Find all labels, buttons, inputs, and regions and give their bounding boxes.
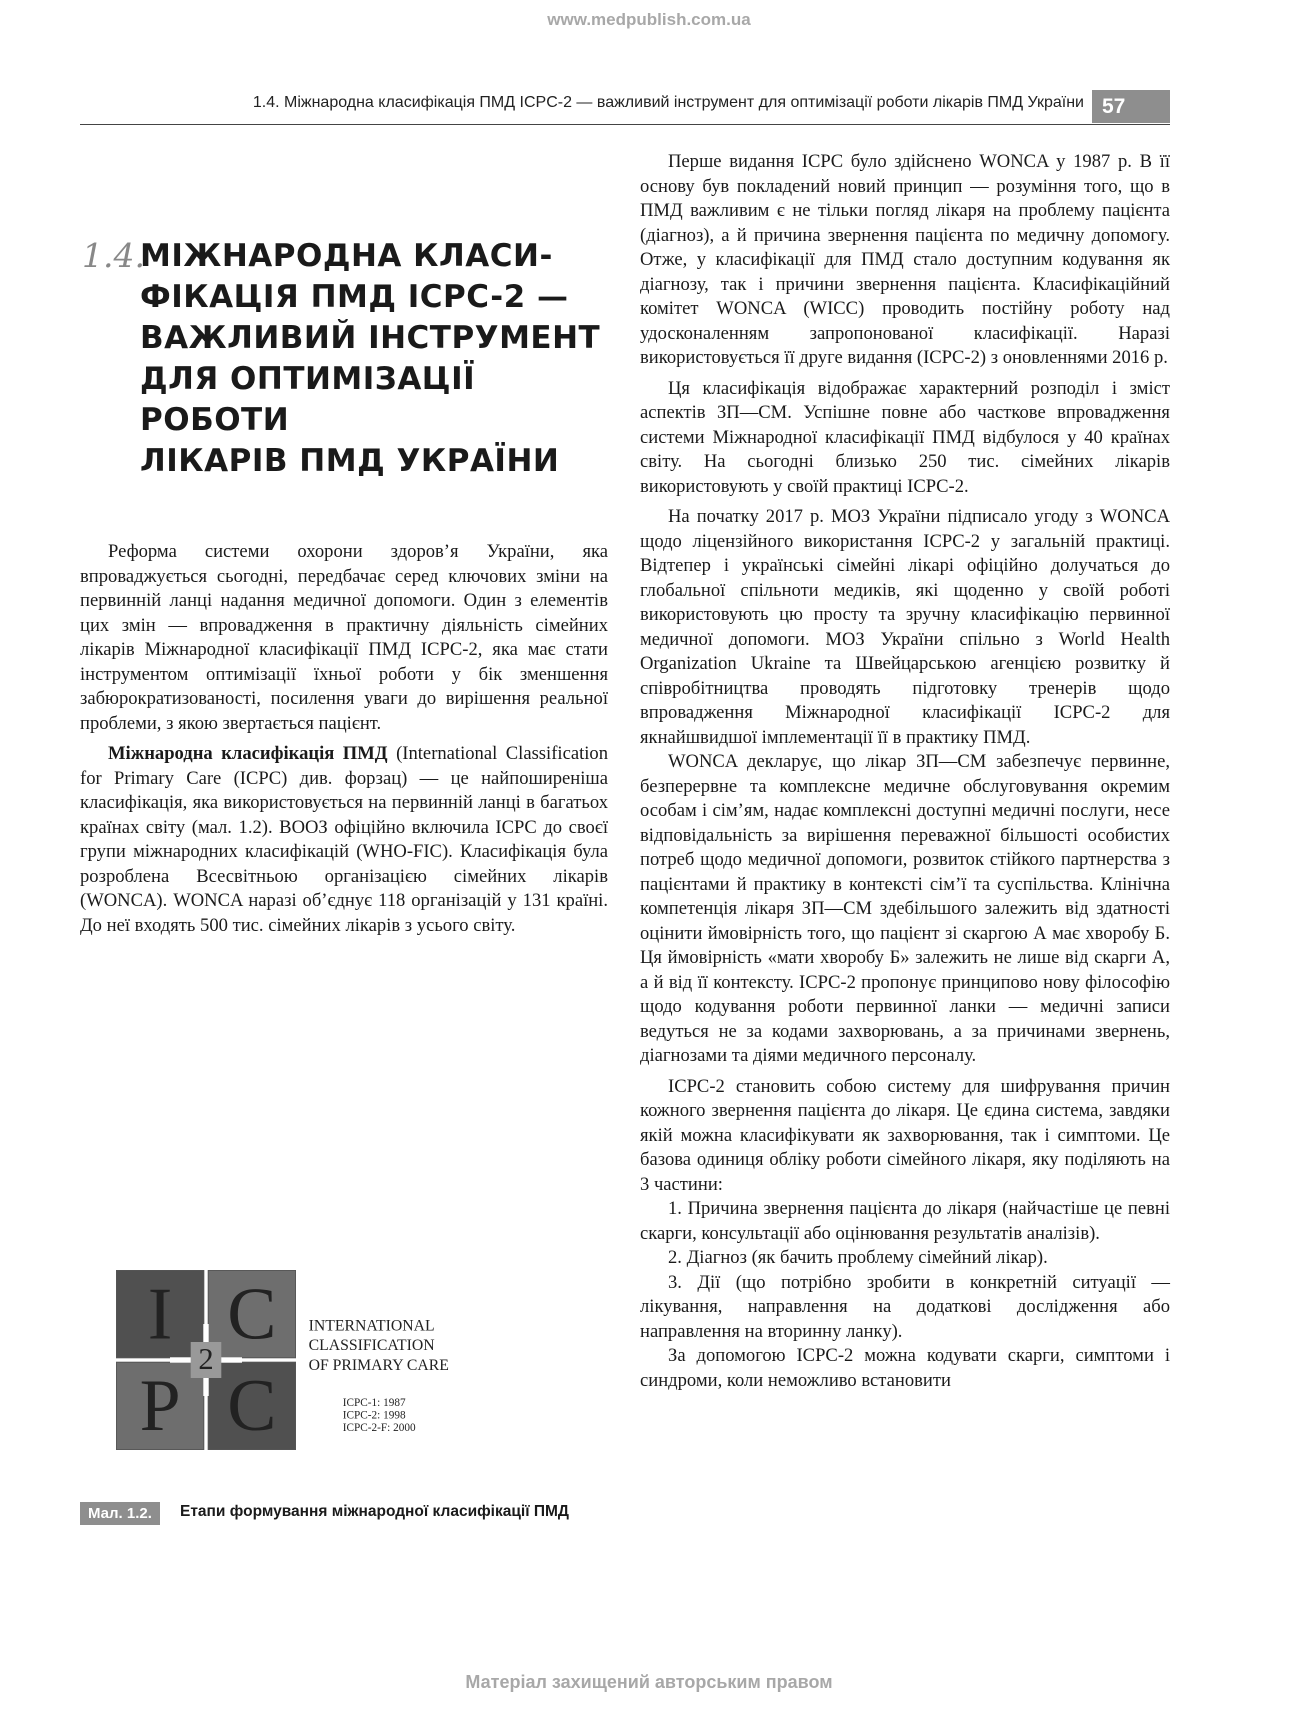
caption-text: Етапи формування міжнародної класифікації ПМД bbox=[180, 1503, 569, 1520]
section-title bbox=[140, 236, 608, 482]
section-title-line: ЛІКАРІВ ПМД УКРАЇНИ bbox=[140, 443, 560, 479]
list-item: 3. Дії (що потрібно зробити в конкретній ситуації — лікування, направлення на додаткові дослідження або направлення на вторинну ланку). bbox=[640, 1271, 1170, 1342]
edition-line: ICPC-1: 1987 bbox=[342, 1396, 406, 1409]
left-body-text bbox=[80, 540, 608, 938]
section-title-line: ДЛЯ ОПТИМІЗАЦІЇ РОБОТИ bbox=[140, 361, 476, 438]
logo-title-line: INTERNATIONAL bbox=[308, 1315, 435, 1334]
logo-tile-p: P bbox=[116, 1362, 204, 1450]
paragraph: На початку 2017 р. МОЗ України підписало угоду з WONCA щодо ліцензійного використання ICPC-2 у загальній практиці. Відтепер і українські сімейні лікарі офіційно долучаться до глобальної спільноти медиків, які щоденно у своїй роботі використовують цю просту та зручну класифікацію первинної медичної допомоги. МОЗ України спільно з World Health Organization Ukraine та Швейцарською агенцією розвитку й співробітництва проводять підготовку тренерів щодо впровадження Міжнародної класифікації ICPC-2 для якнайшвидшої імплементації її в практику ПМД. bbox=[640, 506, 1170, 748]
logo-title-line: CLASSIFICATION bbox=[308, 1335, 435, 1354]
logo-editions bbox=[343, 1396, 416, 1434]
edition-line: ICPC-2: 1998 bbox=[342, 1408, 406, 1422]
watermark-url: www.medpublish.com.ua bbox=[547, 10, 751, 29]
section-title-line: ВАЖЛИВИЙ ІНСТРУМЕНТ bbox=[140, 320, 601, 356]
paragraph: Перше видання ICPC було здійснено WONCA у 1987 р. В її основу був покладений новий принцип — розуміння того, що в ПМД важливим є не тільки погляд лікаря на проблему пацієнта (діагноз), а й причина звернення пацієнта по медичну допомогу. Отже, у класифікації для ПМД стало доступним кодування як діагнозу, так і причини звернення пацієнта. Класифікаційний комітет WONCA (WICC) проводить постійну роботу над удосконаленням запропонованої класифікації. Наразі використовується її друге видання (ICPC-2) з оновленнями 2016 р. bbox=[640, 151, 1170, 368]
list-item: 1. Причина звернення пацієнта до лікаря (найчастіше це певні скарги, консультації або оцінювання результатів аналізів). bbox=[640, 1198, 1170, 1244]
running-header bbox=[80, 90, 1170, 125]
figure-caption bbox=[80, 1502, 610, 1522]
logo-tile-i: I bbox=[116, 1270, 204, 1358]
page-number: 57 bbox=[1102, 94, 1126, 118]
paragraph bbox=[80, 742, 608, 938]
icpc-logo bbox=[116, 1270, 296, 1450]
paragraph: Реформа системи охорони здоров’я України, яка впроваджується сьогодні, передбачає серед ключових зміни на первинній ланці надання медичної допомоги. Один з елементів цих змін — впровадження в практичну діяльність сімейних лікарів Міжнародної класифікації ПМД ICPC-2, яка має стати інструментом оптимізації їхньої роботи у бік зменшення забюрократизованості, посилення уваги до вирішення реальної проблеми, з якою звертається пацієнт. bbox=[80, 541, 608, 734]
section-number: 1.4. bbox=[82, 236, 145, 275]
section-title-line: МІЖНАРОДНА КЛАСИ- bbox=[140, 238, 553, 274]
paragraph: ICPC-2 становить собою систему для шифрування причин кожного звернення пацієнта до лікаря. Це єдина система, завдяки якій можна класифікувати як захворювання, так і симптоми. Це базова одиниця обліку роботи сімейного лікаря, яку поділяють на 3 частини: bbox=[640, 1075, 1170, 1195]
list-item: 2. Діагноз (як бачить проблему сімейний лікар). bbox=[668, 1247, 1048, 1268]
paragraph: WONCA декларує, що лікар ЗП—СМ забезпечує первинне, безперервне та комплексне медичне обслуговування окремим особам і сім’ям, надає комплексні доступні медичні послуги, несе відповідальність за вирішення переважної більшості особистих потреб щодо медичної допомоги, розвиток стійкого партнерства з пацієнтами й практику в контексті сім’ї та суспільства. Клінічна компетенція лікаря ЗП—СМ здебільшого залежить від здатності оцінити ймовірність того, що пацієнт зі скаргою А має хворобу Б. Ця ймовірність «мати хворобу Б» залежить не лише від скарги А, а й від її контексту. ICPC-2 пропонує принципово нову філософію щодо кодування роботи первинної ланки — медичні записи ведуться не за кодами захворювань, а за причинами звернень, діагнозами та діями медичного персоналу. bbox=[640, 751, 1170, 1066]
logo-tile-c2: C bbox=[208, 1362, 296, 1450]
term-bold: Міжнародна класифікація ПМД bbox=[108, 743, 388, 764]
logo-title-line: OF PRIMARY CARE bbox=[308, 1355, 449, 1374]
logo-tile-c: C bbox=[208, 1270, 296, 1358]
caption-label: Мал. 1.2. bbox=[80, 1502, 160, 1525]
paragraph: Ця класифікація відображає характерний розподіл і зміст аспектів ЗП—СМ. Успішне повне або часткове впровадження системи Міжнародної класифікації ПМД відбулося у 40 країнах світу. На сьогодні близько 250 тис. сімейних лікарів використовують у своїй практиці ICPC-2. bbox=[640, 377, 1170, 497]
section-heading bbox=[80, 236, 608, 482]
copyright-watermark: Матеріал захищений авторським правом bbox=[465, 1672, 833, 1692]
edition-line: ICPC-2-F: 2000 bbox=[342, 1421, 416, 1434]
right-column bbox=[640, 150, 1170, 1393]
logo-title bbox=[309, 1315, 449, 1374]
running-title: 1.4. Міжнародна класифікація ПМД ICPC-2 — важливий інструмент для оптимізації роботи лікарів ПМД України bbox=[252, 94, 1084, 111]
paragraph: За допомогою ICPC-2 можна кодувати скарги, симптоми і синдроми, коли неможливо встановити bbox=[640, 1345, 1170, 1391]
page-number-box bbox=[1092, 90, 1170, 123]
paragraph-rest: (International Classification for Primary Care (ICPC) див. форзац) — це найпоширеніша класифікація, яка використовується на первинній ланці в багатьох країнах світу (мал. 1.2). ВООЗ офіційно включила ICPC до своєї групи міжнародних класифікацій (WHO-FIC). Класифікація була розроблена Всесвітньою організацією сімейних лікарів (WONCA). WONCA наразі об’єднує 118 організацій у 131 країні. До неї входять 500 тис. сімейних лікарів з усього світу. bbox=[80, 743, 609, 936]
icpc-logo-figure bbox=[116, 1270, 476, 1447]
left-column bbox=[80, 236, 608, 938]
logo-version-number: 2 bbox=[191, 1342, 222, 1378]
section-title-line: ФІКАЦІЯ ПМД ICPC-2 — bbox=[140, 279, 569, 315]
